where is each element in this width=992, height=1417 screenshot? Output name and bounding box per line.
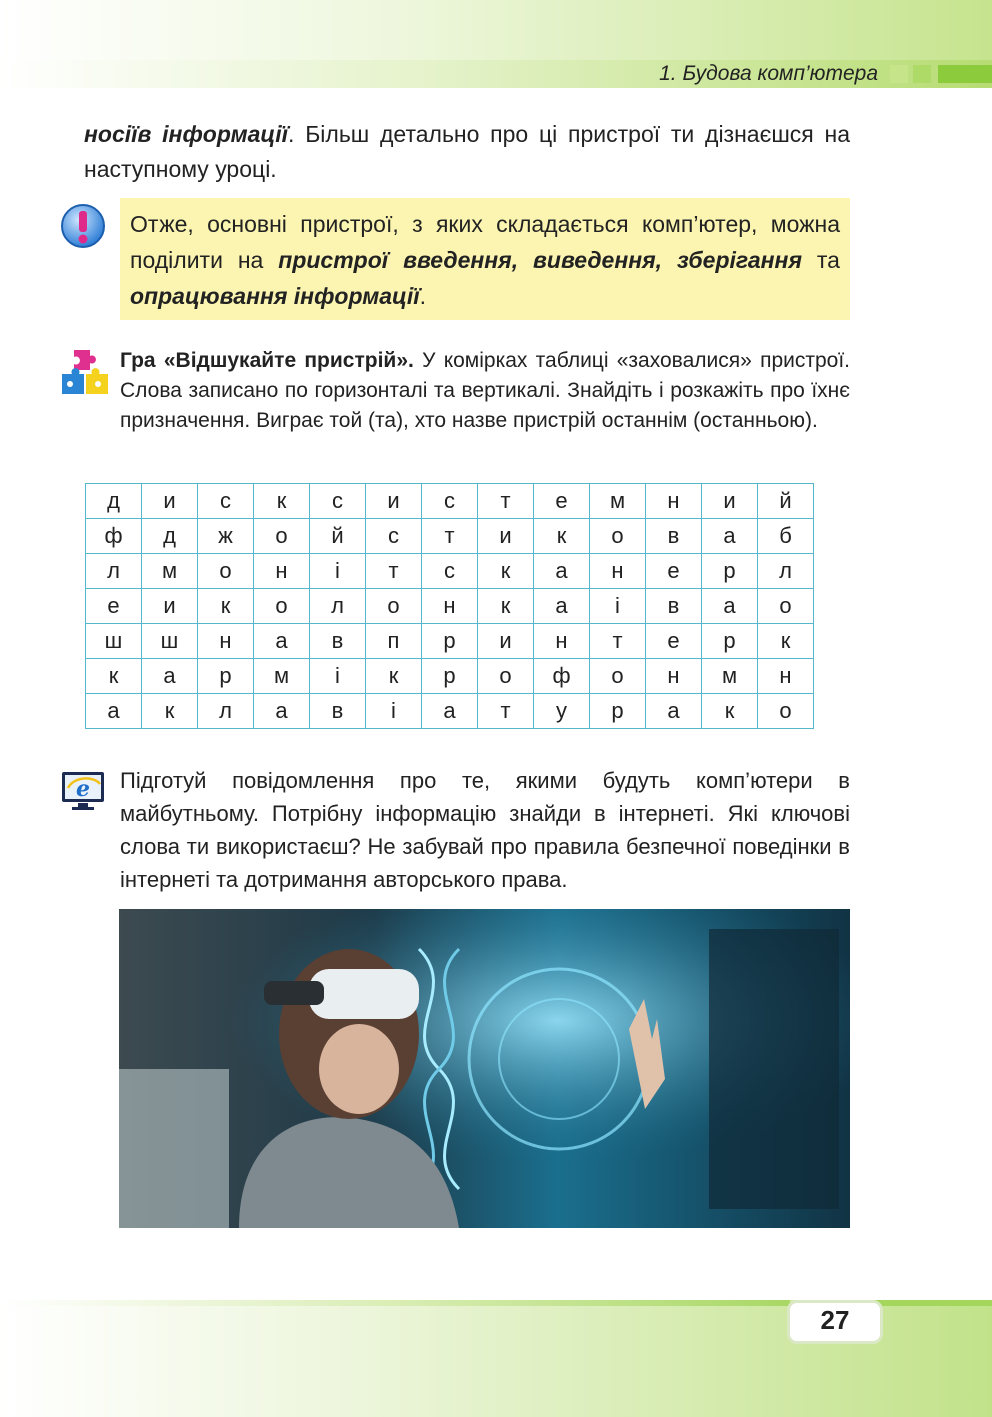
svg-text:e: e <box>76 776 90 802</box>
grid-row <box>86 589 814 624</box>
grid-cell: с <box>366 519 422 554</box>
grid-cell: т <box>422 519 478 554</box>
grid-cell: б <box>758 519 814 554</box>
summary-bold-term: пристрої введення, виведення, зберігання <box>278 247 802 273</box>
vr-headset-photo <box>119 909 850 1228</box>
grid-cell: и <box>142 589 198 624</box>
footer-line <box>870 1300 992 1306</box>
grid-cell: а <box>142 659 198 694</box>
game-title: Гра «Відшукайте пристрій». <box>120 349 414 372</box>
grid-cell: в <box>646 589 702 624</box>
grid-cell: н <box>758 659 814 694</box>
header-decor-square <box>913 65 931 83</box>
grid-cell: к <box>478 554 534 589</box>
internet-explorer-icon <box>60 768 106 814</box>
grid-cell: и <box>142 484 198 519</box>
grid-cell: м <box>142 554 198 589</box>
chapter-title: 1. Будова комп’ютера <box>659 62 878 85</box>
grid-cell: н <box>646 484 702 519</box>
grid-cell: н <box>534 624 590 659</box>
grid-cell: с <box>198 484 254 519</box>
grid-cell: ф <box>534 659 590 694</box>
header-decor-square <box>890 65 908 83</box>
exclamation-icon <box>60 203 106 249</box>
grid-cell: л <box>86 554 142 589</box>
grid-cell: ш <box>142 624 198 659</box>
grid-cell: ф <box>86 519 142 554</box>
grid-row <box>86 694 814 729</box>
grid-cell: а <box>86 694 142 729</box>
grid-cell: а <box>422 694 478 729</box>
grid-cell: в <box>646 519 702 554</box>
grid-cell: н <box>590 554 646 589</box>
grid-row <box>86 519 814 554</box>
intro-paragraph <box>84 117 850 187</box>
grid-cell: т <box>366 554 422 589</box>
grid-cell: а <box>646 694 702 729</box>
grid-cell: а <box>254 624 310 659</box>
grid-cell: р <box>422 659 478 694</box>
grid-cell: к <box>142 694 198 729</box>
grid-cell: к <box>86 659 142 694</box>
grid-cell: ж <box>198 519 254 554</box>
grid-cell: р <box>422 624 478 659</box>
grid-cell: й <box>310 519 366 554</box>
grid-row <box>86 659 814 694</box>
grid-cell: и <box>702 484 758 519</box>
page-number: 27 <box>820 1305 850 1335</box>
grid-cell: н <box>198 624 254 659</box>
grid-cell: п <box>366 624 422 659</box>
grid-cell: т <box>478 694 534 729</box>
grid-cell: л <box>758 554 814 589</box>
intro-bold-term: носіїв інформації <box>84 121 289 147</box>
grid-cell: о <box>758 694 814 729</box>
grid-cell: о <box>198 554 254 589</box>
grid-cell: т <box>478 484 534 519</box>
grid-cell: ш <box>86 624 142 659</box>
grid-cell: д <box>86 484 142 519</box>
grid-cell: с <box>310 484 366 519</box>
header-decor-bar <box>938 65 992 83</box>
footer-line <box>0 1300 790 1306</box>
grid-cell: к <box>702 694 758 729</box>
grid-cell: о <box>366 589 422 624</box>
grid-cell: н <box>422 589 478 624</box>
grid-cell: і <box>366 694 422 729</box>
grid-cell: н <box>646 659 702 694</box>
grid-row <box>86 554 814 589</box>
grid-cell: м <box>590 484 646 519</box>
grid-cell: т <box>590 624 646 659</box>
intro-text: . Більш детально про ці пристрої ти дізнаєшся на наступному уроці. <box>84 121 850 182</box>
grid-cell: е <box>646 624 702 659</box>
grid-cell: к <box>198 589 254 624</box>
grid-cell: л <box>198 694 254 729</box>
internet-task-paragraph: Підготуй повідомлення про те, якими будуть комп’ютери в майбутньому. Потрібну інформацію знайди в інтернеті. Які ключові слова ти використаєш? Не забувай про правила безпечної поведінки в інтернеті та дотримання авторського права. <box>120 768 850 892</box>
grid-cell: у <box>534 694 590 729</box>
grid-cell: р <box>702 624 758 659</box>
grid-cell: к <box>758 624 814 659</box>
grid-cell: к <box>534 519 590 554</box>
grid-cell: а <box>254 694 310 729</box>
word-search-grid <box>85 483 814 729</box>
grid-cell: к <box>254 484 310 519</box>
game-description: У комірках таблиці «заховалися» пристрої. Слова записано по горизонталі та вертикалі. Знайдіть і розкажіть про їхнє призначення. Виграє той (та), хто назве пристрій останнім (останньою). <box>120 349 850 432</box>
grid-cell: и <box>478 519 534 554</box>
puzzle-icon <box>60 348 110 398</box>
grid-cell: в <box>310 624 366 659</box>
grid-cell: р <box>702 554 758 589</box>
grid-cell: а <box>702 519 758 554</box>
summary-text-part: та <box>801 247 840 273</box>
grid-cell: е <box>646 554 702 589</box>
grid-cell: в <box>310 694 366 729</box>
grid-cell: а <box>534 554 590 589</box>
summary-text-part: . <box>419 283 427 309</box>
grid-row <box>86 624 814 659</box>
header-background <box>0 0 992 60</box>
grid-cell: о <box>254 589 310 624</box>
game-paragraph <box>120 346 850 436</box>
grid-cell: и <box>366 484 422 519</box>
grid-cell: с <box>422 554 478 589</box>
grid-cell: о <box>478 659 534 694</box>
grid-cell: о <box>590 659 646 694</box>
grid-cell: и <box>478 624 534 659</box>
summary-bold-term: опрацювання інформації <box>130 283 420 309</box>
grid-cell: р <box>590 694 646 729</box>
grid-cell: о <box>254 519 310 554</box>
grid-cell: н <box>254 554 310 589</box>
grid-cell: м <box>702 659 758 694</box>
grid-cell: а <box>702 589 758 624</box>
grid-cell: і <box>310 659 366 694</box>
grid-cell: с <box>422 484 478 519</box>
grid-cell: о <box>590 519 646 554</box>
summary-text <box>130 206 840 314</box>
summary-text-part: Отже, основні пристрої, з яких складається комп’ютер, можна поділити на <box>130 211 840 273</box>
grid-cell: і <box>310 554 366 589</box>
grid-row <box>86 484 814 519</box>
grid-cell: м <box>254 659 310 694</box>
grid-cell: л <box>310 589 366 624</box>
grid-cell: к <box>366 659 422 694</box>
grid-cell: е <box>86 589 142 624</box>
grid-cell: а <box>534 589 590 624</box>
grid-cell: е <box>534 484 590 519</box>
grid-cell: д <box>142 519 198 554</box>
grid-cell: й <box>758 484 814 519</box>
grid-cell: і <box>590 589 646 624</box>
grid-cell: р <box>198 659 254 694</box>
grid-cell: к <box>478 589 534 624</box>
grid-cell: о <box>758 589 814 624</box>
